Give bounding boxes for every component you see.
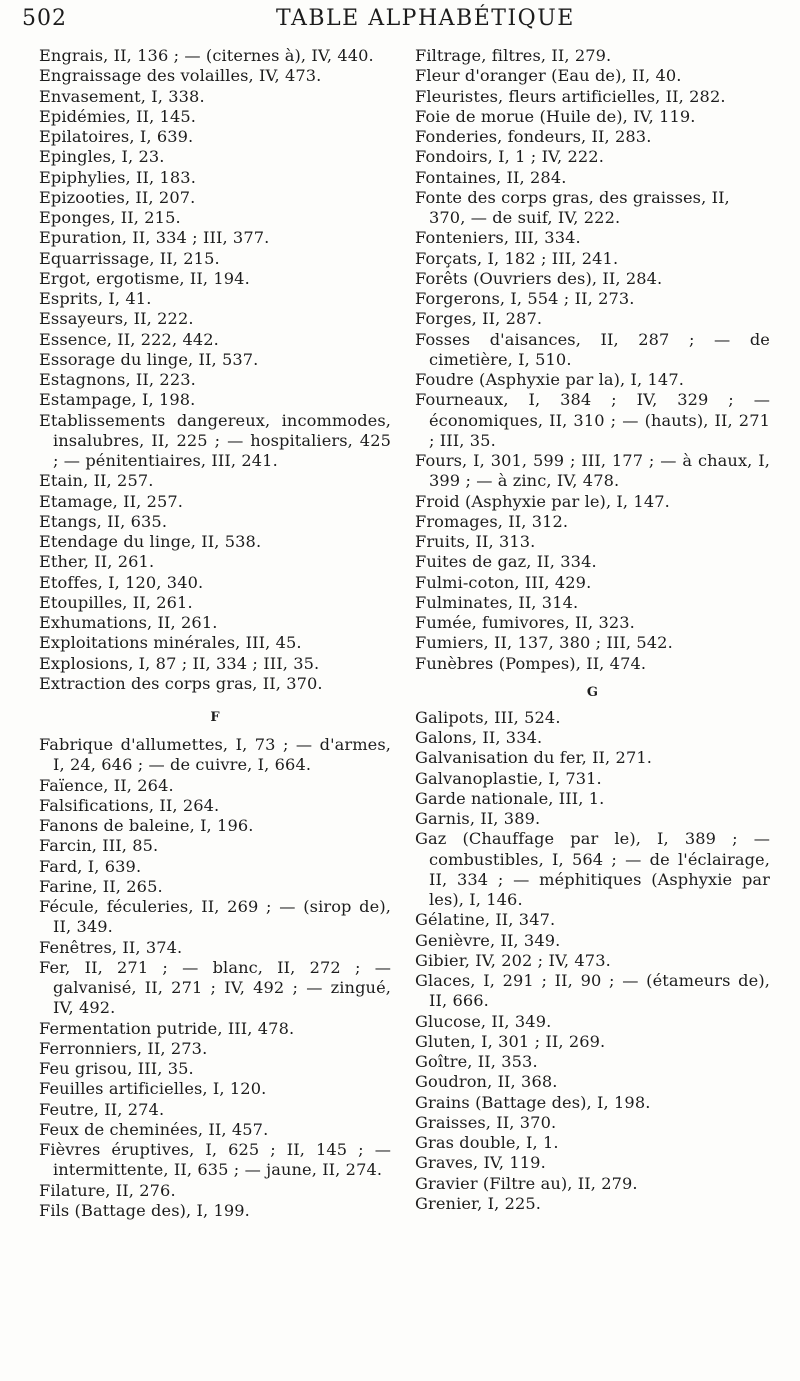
index-entry: Fourneaux, I, 384 ; IV, 329 ; — économiques, II, 310 ; — (hauts), II, 271 ; III, 35. — [415, 390, 770, 450]
index-entry: Estagnons, II, 223. — [39, 370, 196, 389]
index-entry: Gaz (Chauffage par le), I, 389 ; — combustibles, I, 564 ; — de l'éclairage, II, 334 ; — méphitiques (Asphyxie par les), I, 146. — [415, 829, 770, 909]
index-entry: Genièvre, II, 349. — [415, 930, 561, 950]
running-title: TABLE ALPHABÉTIQUE — [276, 6, 575, 31]
index-entry: Fumiers, II, 137, 380 ; III, 542. — [415, 633, 673, 653]
index-entry: Fruits, II, 313. — [415, 532, 536, 551]
index-entry: Exhumations, II, 261. — [39, 613, 218, 632]
index-entry: Etendage du linge, II, 538. — [39, 532, 262, 551]
index-entry: Fondoirs, I, 1 ; IV, 222. — [415, 147, 604, 167]
index-entry: Fumée, fumivores, II, 323. — [415, 613, 635, 632]
index-entry: Etain, II, 257. — [39, 471, 154, 491]
index-entry: Fièvres éruptives, I, 625 ; II, 145 ; — intermittente, II, 635 ; — jaune, II, 274. — [39, 1140, 391, 1180]
index-entry: Estampage, I, 198. — [39, 390, 196, 410]
section-gap — [39, 694, 391, 707]
index-entry: Fosses d'aisances, II, 287 ; — de cimetière, I, 510. — [415, 329, 770, 369]
index-entry: Forges, II, 287. — [415, 309, 543, 329]
index-entry: Forgerons, I, 554 ; II, 273. — [415, 289, 635, 308]
index-entry: Filature, II, 276. — [39, 1180, 176, 1200]
index-entry: Grains (Battage des), I, 198. — [415, 1092, 651, 1112]
index-entry: Graves, IV, 119. — [415, 1153, 546, 1173]
index-entry: Graisses, II, 370. — [415, 1112, 557, 1132]
index-entry: Essence, II, 222, 442. — [39, 329, 219, 349]
index-entry: Epiphylies, II, 183. — [39, 167, 196, 187]
section-letter-g: G — [586, 684, 599, 700]
left-column — [39, 46, 391, 1221]
index-entry: Feutre, II, 274. — [39, 1099, 165, 1119]
index-entry: Gélatine, II, 347. — [415, 910, 556, 930]
page-header — [22, 6, 760, 36]
index-entry: Fleur d'oranger (Eau de), II, 40. — [415, 66, 682, 86]
index-entry: Forêts (Ouvriers des), II, 284. — [415, 268, 663, 288]
index-entry: Farine, II, 265. — [39, 876, 163, 896]
index-entry: Engrais, II, 136 ; — (citernes à), IV, 440. — [39, 46, 374, 65]
index-entry: Fonteniers, III, 334. — [415, 228, 581, 248]
index-entry: Eponges, II, 215. — [39, 208, 181, 227]
index-entry: Ferronniers, II, 273. — [39, 1038, 208, 1058]
index-entry: Fromages, II, 312. — [415, 511, 569, 531]
right-column — [415, 46, 770, 1214]
index-entry: Goudron, II, 368. — [415, 1072, 558, 1092]
index-entry: Glaces, I, 291 ; II, 90 ; — (étameurs de), II, 666. — [415, 971, 770, 1011]
index-entry: Grenier, I, 225. — [415, 1193, 542, 1213]
index-entry: Fabrique d'allumettes, I, 73 ; — d'armes, I, 24, 646 ; — de cuivre, I, 664. — [39, 735, 391, 775]
index-entry: Foudre (Asphyxie par la), I, 147. — [415, 370, 684, 389]
index-entry: Fils (Battage des), I, 199. — [39, 1200, 250, 1220]
index-entry: Fermentation putride, III, 478. — [39, 1018, 295, 1038]
index-entry: Equarrissage, II, 215. — [39, 248, 220, 268]
page-number: 502 — [22, 6, 67, 31]
section-gap — [415, 674, 770, 682]
index-entry: Goître, II, 353. — [415, 1052, 538, 1071]
index-entry: Fer, II, 271 ; — blanc, II, 272 ; — galvanisé, II, 271 ; IV, 492 ; — zingué, IV, 492. — [39, 957, 391, 1018]
section-letter-f: F — [210, 710, 220, 725]
index-entry: Esprits, I, 41. — [39, 289, 152, 308]
index-entry: Epilatoires, I, 639. — [39, 127, 194, 146]
index-entry: Extraction des corps gras, II, 370. — [39, 673, 323, 693]
index-entry: Feu grisou, III, 35. — [39, 1059, 194, 1078]
index-entry: Essorage du linge, II, 537. — [39, 349, 259, 369]
index-entry: Etoupilles, II, 261. — [39, 592, 193, 612]
index-entry: Essayeurs, II, 222. — [39, 309, 194, 329]
index-entry: Froid (Asphyxie par le), I, 147. — [415, 491, 670, 511]
index-entry: Envasement, I, 338. — [39, 86, 205, 106]
index-entry: Galipots, III, 524. — [415, 707, 561, 727]
index-entry: Garde nationale, III, 1. — [415, 788, 605, 808]
index-entry: Etoffes, I, 120, 340. — [39, 572, 204, 592]
index-entry: Gravier (Filtre au), II, 279. — [415, 1173, 638, 1193]
index-entry: Gluten, I, 301 ; II, 269. — [415, 1031, 606, 1051]
index-entry: Forçats, I, 182 ; III, 241. — [415, 248, 619, 268]
index-entry: Fard, I, 639. — [39, 856, 142, 876]
index-entry: Garnis, II, 389. — [415, 809, 541, 828]
index-entry: Explosions, I, 87 ; II, 334 ; III, 35. — [39, 653, 320, 673]
index-entry: Fanons de baleine, I, 196. — [39, 816, 254, 835]
index-entry: Feuilles artificielles, I, 120. — [39, 1079, 267, 1099]
index-entry: Epidémies, II, 145. — [39, 106, 197, 126]
index-entry: Fulmi-coton, III, 429. — [415, 572, 592, 592]
index-entry: Fuites de gaz, II, 334. — [415, 552, 597, 572]
index-entry: Gras double, I, 1. — [415, 1133, 559, 1152]
index-entry: Fonderies, fondeurs, II, 283. — [415, 127, 652, 146]
index-entry: Fontaines, II, 284. — [415, 167, 567, 187]
index-entry: Galvanoplastie, I, 731. — [415, 768, 602, 788]
index-entry: Etablissements dangereux, incommodes, insalubres, II, 225 ; — hospitaliers, 425 ; — pénitentiaires, III, 241. — [39, 410, 391, 470]
index-entry: Ergot, ergotisme, II, 194. — [39, 268, 250, 288]
index-entry: Fours, I, 301, 599 ; III, 177 ; — à chaux, I, 399 ; — à zinc, IV, 478. — [415, 451, 770, 491]
index-entry: Epingles, I, 23. — [39, 147, 165, 167]
index-entry: Funèbres (Pompes), II, 474. — [415, 653, 647, 673]
index-entry: Fonte des corps gras, des graisses, II, 370, — de suif, IV, 222. — [415, 187, 730, 227]
index-entry: Epizooties, II, 207. — [39, 187, 196, 207]
index-entry: Ether, II, 261. — [39, 552, 155, 572]
index-entry: Farcin, III, 85. — [39, 836, 159, 856]
index-entry: Falsifications, II, 264. — [39, 795, 220, 815]
index-entry: Glucose, II, 349. — [415, 1011, 552, 1031]
index-entry: Engraissage des volailles, IV, 473. — [39, 66, 322, 86]
index-entry: Etangs, II, 635. — [39, 511, 168, 531]
index-entry: Fécule, féculeries, II, 269 ; — (sirop de), II, 349. — [39, 897, 391, 937]
index-entry: Feux de cheminées, II, 457. — [39, 1119, 269, 1139]
index-entry: Galons, II, 334. — [415, 728, 543, 747]
index-entry: Filtrage, filtres, II, 279. — [415, 46, 612, 65]
index-entry: Fulminates, II, 314. — [415, 592, 579, 612]
index-entry: Foie de morue (Huile de), IV, 119. — [415, 106, 696, 126]
index-entry: Gibier, IV, 202 ; IV, 473. — [415, 950, 611, 970]
index-entry: Exploitations minérales, III, 45. — [39, 633, 302, 653]
index-entry: Fleuristes, fleurs artificielles, II, 282. — [415, 86, 726, 106]
index-entry: Fenêtres, II, 374. — [39, 937, 183, 957]
index-entry: Epuration, II, 334 ; III, 377. — [39, 228, 270, 248]
index-entry: Galvanisation du fer, II, 271. — [415, 748, 652, 768]
index-entry: Faïence, II, 264. — [39, 775, 174, 795]
index-entry: Etamage, II, 257. — [39, 491, 184, 511]
